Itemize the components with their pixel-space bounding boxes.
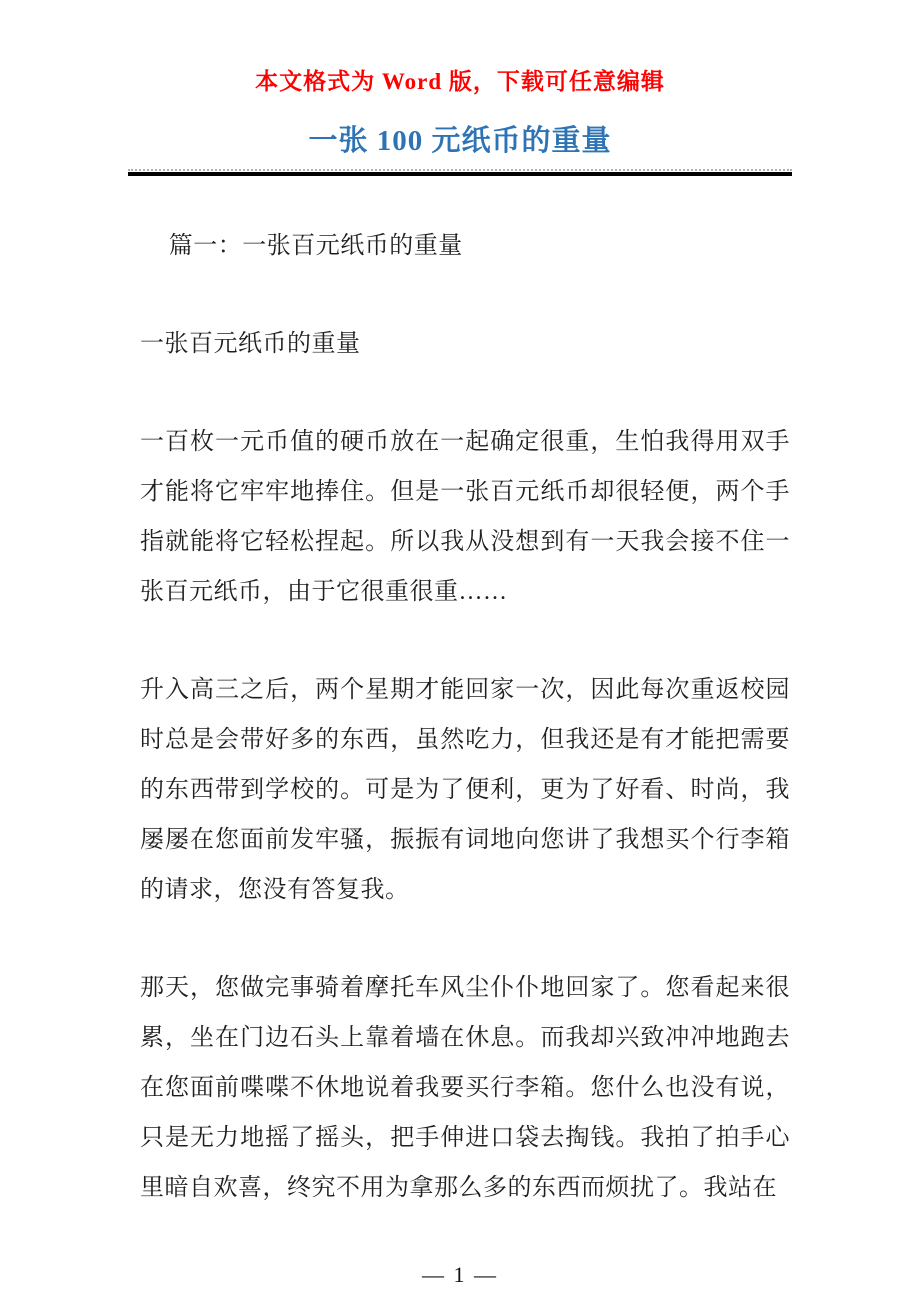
format-notice: 本文格式为 Word 版，下载可任意编辑 [255, 69, 665, 94]
page-number: — 1 — [422, 1262, 498, 1287]
paragraph: 一百枚一元币值的硬币放在一起确定很重，生怕我得用双手才能将它牢牢地捧住。但是一张百元纸币却很轻便，两个手指就能将它轻松捏起。所以我从没想到有一天我会接不住一张百元纸币，由于它很重很重…… [140, 429, 790, 605]
paragraph: 那天，您做完事骑着摩托车风尘仆仆地回家了。您看起来很累，坐在门边石头上靠着墙在休息。而我却兴致冲冲地跑去在您面前喋喋不休地说着我要买行李箱。您什么也没有说，只是无力地摇了摇头，把手伸进口袋去掏钱。我拍了拍手心里暗自欢喜，终究不用为拿那么多的东西而烦扰了。我站在 [140, 975, 790, 1201]
title-divider [128, 169, 792, 176]
document-header [0, 66, 920, 176]
document-body [0, 221, 920, 1213]
paragraph: 升入高三之后，两个星期才能回家一次，因此每次重返校园时总是会带好多的东西，虽然吃力，但我还是有才能把需要的东西带到学校的。可是为了便利，更为了好看、时尚，我屡屡在您面前发牢骚，振振有词地向您讲了我想买个行李箱的请求，您没有答复我。 [140, 677, 790, 903]
document-title: 一张 100 元纸币的重量 [308, 125, 612, 157]
paragraph: 篇一：一张百元纸币的重量 [168, 233, 463, 259]
paragraph: 一张百元纸币的重量 [140, 331, 361, 357]
